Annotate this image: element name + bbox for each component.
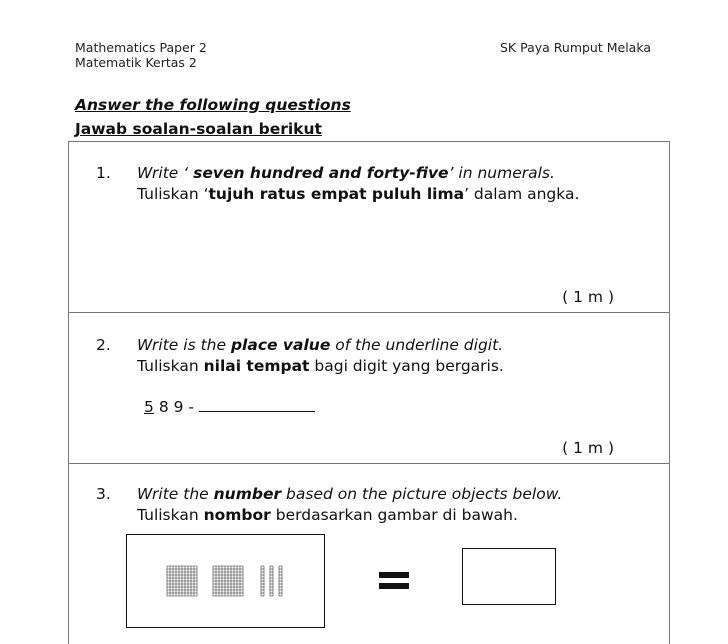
question-text-ms: Tuliskan nombor berdasarkan gambar di bawah. xyxy=(137,506,518,524)
question-text-ms: Tuliskan ‘tujuh ratus empat puluh lima’ dalam angka. xyxy=(137,185,580,203)
hundred-block xyxy=(167,566,197,596)
paper-title-ms: Matematik Kertas 2 xyxy=(75,55,197,70)
remaining-digits: 8 9 - xyxy=(158,398,194,416)
ten-rod xyxy=(261,566,264,596)
question-number: 2. xyxy=(96,336,111,354)
school-name: SK Paya Rumput Melaka xyxy=(500,40,652,55)
question-3-box xyxy=(68,463,670,644)
header-left xyxy=(75,40,207,70)
underlined-digit: 5 xyxy=(144,398,154,416)
answer-blank xyxy=(199,399,315,412)
question-text-en: Write the number based on the picture objects below. xyxy=(137,485,563,503)
instruction-en: Answer the following questions xyxy=(75,96,351,114)
number-with-underlined-digit xyxy=(144,398,315,416)
marks-label: ( 1 m ) xyxy=(562,439,614,457)
ten-rod xyxy=(279,566,282,596)
question-1-box xyxy=(68,141,670,313)
base-ten-picture-box xyxy=(126,534,325,628)
question-text-en: Write is the place value of the underline digit. xyxy=(137,336,504,354)
equals-sign xyxy=(379,572,409,594)
hundred-block xyxy=(213,566,243,596)
question-text-en: Write ‘ seven hundred and forty-five’ in numerals. xyxy=(137,164,555,182)
answer-box[interactable] xyxy=(462,548,556,605)
question-text-ms: Tuliskan nilai tempat bagi digit yang bergaris. xyxy=(137,357,504,375)
ten-rod xyxy=(270,566,273,596)
base-ten-blocks xyxy=(127,535,324,627)
marks-label: ( 1 m ) xyxy=(562,288,614,306)
question-number: 1. xyxy=(96,164,111,182)
paper-title-en: Mathematics Paper 2 xyxy=(75,40,207,55)
instruction-ms: Jawab soalan-soalan berikut xyxy=(75,120,322,138)
question-2-box xyxy=(68,312,670,464)
question-number: 3. xyxy=(96,485,111,503)
